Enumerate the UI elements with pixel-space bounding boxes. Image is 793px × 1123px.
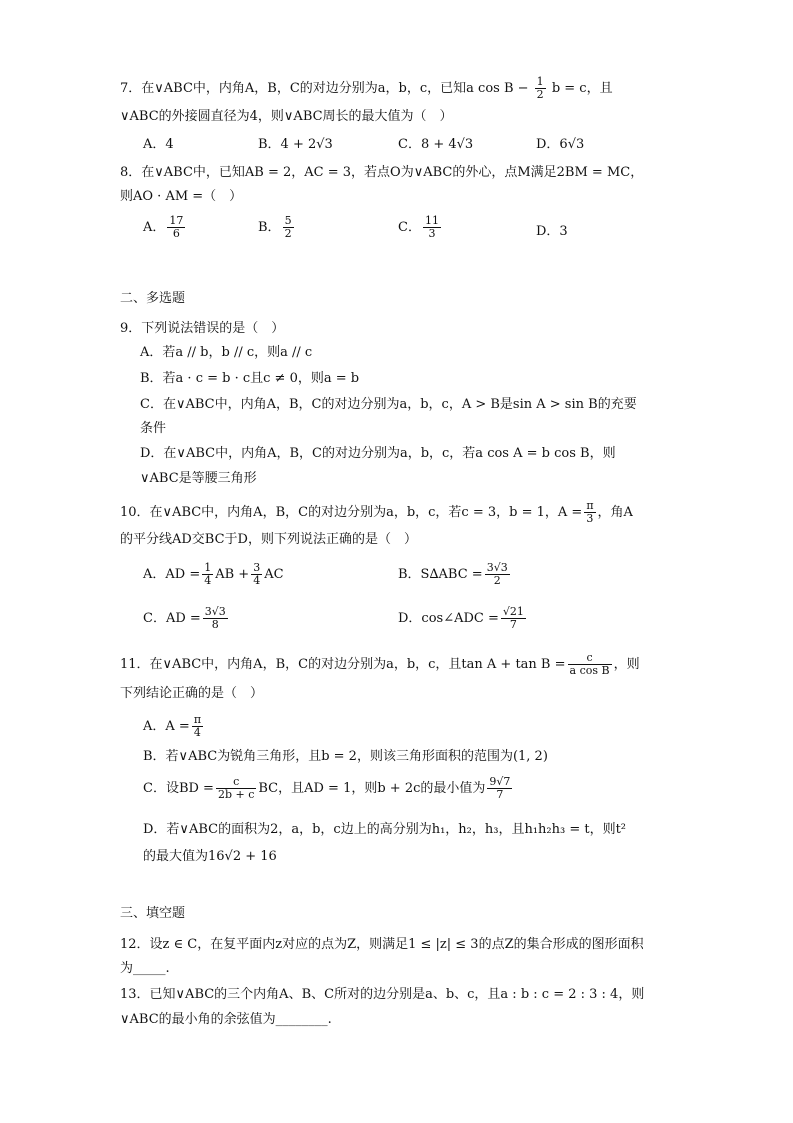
- q11-option-d: D．若∨ABC的面积为2，a，b，c边上的高分别为h₁，h₂，h₃，且h₁h₂h₃ = t，则t²: [143, 822, 627, 837]
- q13-line2: ∨ABC的最小角的余弦值为________.: [120, 1012, 332, 1027]
- q9-stem: 9．下列说法错误的是（ ）: [120, 321, 285, 336]
- q7-line1: [120, 76, 613, 101]
- q11-option-d-cont: 的最大值为16√2 + 16: [143, 849, 277, 864]
- q9-option-d: D．在∨ABC中，内角A，B，C的对边分别为a，b，c，若a cos A = b cos B，则: [140, 446, 616, 461]
- q11-line2: 下列结论正确的是（ ）: [120, 686, 264, 701]
- q11-option-c: C．设BD = $\frac{c}{2b + c}$ BC，且AD = 1，则b + 2c的最小值为 $\frac{9√7}{7}$: [143, 775, 511, 801]
- q11-line1: 11．在∨ABC中，内角A，B，C的对边分别为a，b，c，且tan A + tan B = $\frac{c}{\text{a cos B}}$ ，则: [120, 651, 640, 677]
- q8-option-b: B． $\frac{5}{2}$: [258, 214, 292, 240]
- section-heading-fill-in: 三、填空题: [120, 906, 186, 921]
- q9-option-c: C．在∨ABC中，内角A，B，C的对边分别为a，b，c，A > B是sin A > sin B的充要: [140, 397, 637, 412]
- q9-option-a: A．若a // b，b // c，则a // c: [140, 345, 313, 360]
- q12-line1: 12．设z ∈ C，在复平面内z对应的点为Z，则满足1 ≤ |z| ≤ 3的点Z的集合形成的图形面积: [120, 937, 644, 952]
- q7-option-b: B．4 + 2√3: [258, 137, 333, 152]
- q7-text-tail: b = c，且: [551, 81, 613, 96]
- q9-option-b: B．若a · c = b · c且c ≠ 0，则a = b: [140, 371, 360, 386]
- q10-option-b: B．S∆ABC = $\frac{3√3}{2}$: [398, 561, 508, 587]
- section-heading-multiple-choice: 二、多选题: [120, 291, 186, 306]
- q10-option-a: A．AD = $\frac{1}{4}$ AB + $\frac{3}{4}$ AC: [143, 561, 284, 587]
- q7-option-d: D．6√3: [536, 137, 585, 152]
- q13-line1: 13．已知∨ABC的三个内角A、B、C所对的边分别是a、b、c，且a : b : c = 2 : 3 : 4，则: [120, 987, 645, 1002]
- q8-option-c: C． $\frac{11}{3}$: [398, 214, 439, 240]
- q7-line2: ∨ABC的外接圆直径为4，则∨ABC周长的最大值为（ ）: [120, 109, 453, 124]
- q9-option-c-cont: 条件: [140, 421, 167, 436]
- q8-option-d: D．3: [536, 224, 568, 239]
- q7-fraction: $\frac{1}{2}$: [536, 75, 544, 101]
- q8-line1: 8．在∨ABC中，已知AB = 2，AC = 3，若点O为∨ABC的外心，点M满足2BM = MC，: [120, 165, 644, 180]
- q10-option-d: D．cos∠ADC = $\frac{√21}{7}$: [398, 605, 524, 631]
- q10-option-c: C．AD = $\frac{3√3}{8}$: [143, 605, 226, 631]
- q11-option-b: B．若∨ABC为锐角三角形，且b = 2，则该三角形面积的范围为(1, 2): [143, 749, 548, 764]
- q10-line2: 的平分线AD交BC于D，则下列说法正确的是（ ）: [120, 532, 417, 547]
- q12-line2: 为_____.: [120, 961, 170, 976]
- q7-text: 7．在∨ABC中，内角A，B，C的对边分别为a，b，c，已知a cos B −: [120, 81, 529, 96]
- q8-line2: 则AO · AM =（ ）: [120, 189, 243, 204]
- q10-line1: 10．在∨ABC中，内角A，B，C的对边分别为a，b，c，若c = 3，b = 1，A = $\frac{\pi}{3}$ ，角A: [120, 499, 633, 525]
- q11-option-a: A．A = $\frac{\pi}{4}$: [143, 713, 202, 739]
- q7-option-c: C．8 + 4√3: [398, 137, 474, 152]
- q9-option-d-cont: ∨ABC是等腰三角形: [140, 471, 257, 486]
- q8-option-a: A． $\frac{17}{6}$: [143, 214, 184, 240]
- q7-option-a: A．4: [143, 137, 174, 152]
